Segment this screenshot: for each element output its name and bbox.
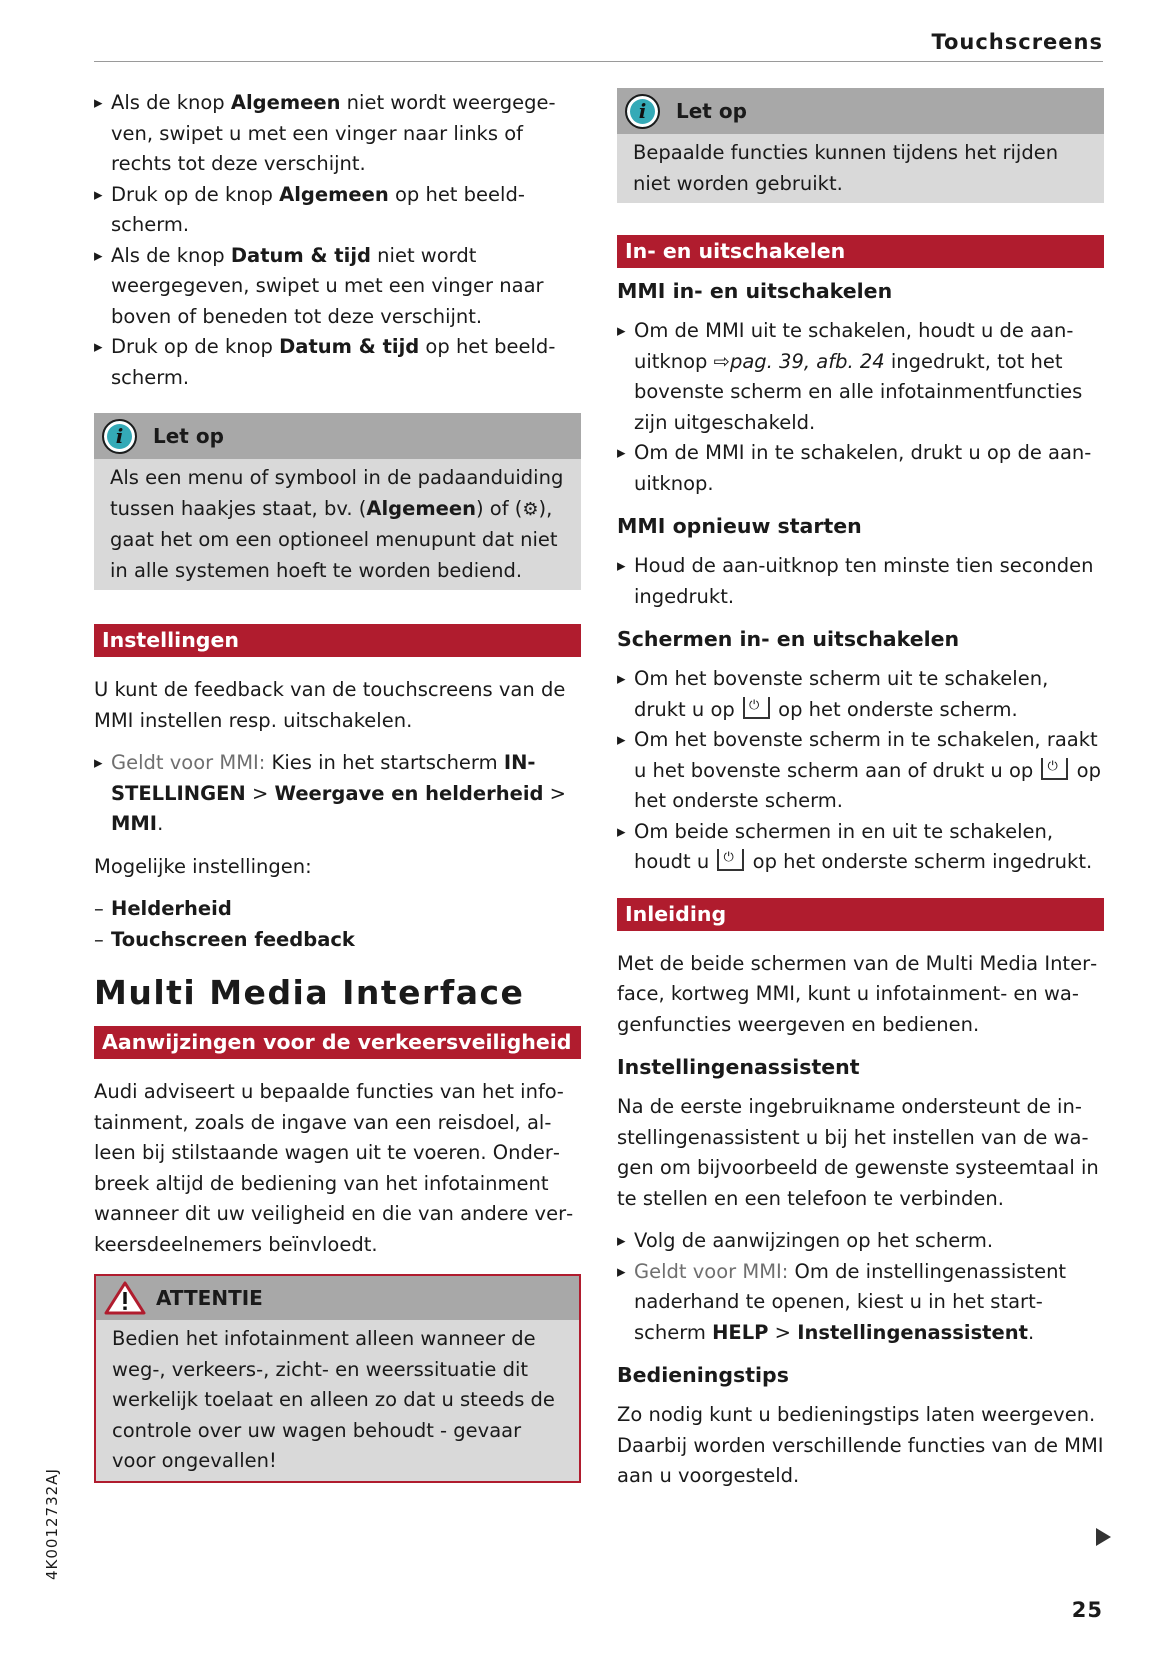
subheading: Instellingenassistent: [617, 1055, 860, 1079]
paragraph: U kunt de feedback van de touchscreens van de MMI instellen resp. uitschakelen.: [94, 678, 566, 732]
steps-list-restart: [617, 551, 1104, 612]
note-title: Let op: [676, 99, 747, 123]
list-item: ▸ Als de knop Datum & tijd niet wordt weergegeven, swipet u met een vinger naar boven of beneden tot deze verschijnt.: [94, 241, 581, 333]
note-header: [94, 413, 581, 459]
paragraph: Zo nodig kunt u bedieningstips laten weergeven. Daarbij worden verschillende functies van de MMI aan u voorgesteld.: [617, 1403, 1104, 1487]
warning-triangle-icon: [104, 1281, 146, 1315]
section-heading-safety: Aanwijzingen voor de verkeersveiligheid: [94, 1026, 581, 1059]
warning-box: [94, 1274, 581, 1483]
list-item: ▸ Druk op de knop Datum & tijd op het beeldscherm.: [94, 332, 581, 393]
left-column: [94, 88, 581, 1483]
subheading: MMI in- en uitschakelen: [617, 279, 893, 303]
cross-reference-link[interactable]: pag. 39, afb. 24: [729, 349, 885, 373]
warning-header: [96, 1276, 579, 1320]
list-item: ▸ Geldt voor MMI: Kies in het startscherm INSTELLINGEN > Weergave en helderheid > MMI.: [94, 748, 581, 840]
list-item: ▸ Om de MMI uit te schakelen, houdt u de aan-uitknop ⇨pag. 39, afb. 24 ingedrukt, tot het bovenste scherm en alle infotainmentfuncties zijn uitgeschakeld.: [617, 316, 1104, 438]
warning-title: ATTENTIE: [156, 1286, 263, 1310]
gear-icon: ⚙: [522, 498, 539, 520]
subheading: MMI opnieuw starten: [617, 514, 862, 538]
note-text: Bepaalde functies kunnen tijdens het rijden niet worden gebruikt.: [633, 141, 1059, 195]
subheading: Schermen in- en uitschakelen: [617, 627, 960, 651]
running-header: Touchscreens: [931, 30, 1103, 54]
list-item: ▸ Om het bovenste scherm in te schakelen, raakt u het bovenste scherm aan of drukt u op ⏻ op het onderste scherm.: [617, 725, 1104, 817]
steps-list-mmi-onoff: [617, 316, 1104, 499]
subheading: Bedieningstips: [617, 1363, 789, 1387]
note-text: Als een menu of symbool in de padaanduiding tussen haakjes staat, bv. (Algemeen) of (⚙), gaat het om een optioneel menupunt dat niet in alle systemen hoeft te worden bediend.: [110, 466, 564, 582]
right-column: [617, 88, 1104, 1504]
paragraph: Met de beide schermen van de Multi Media Interface, kortweg MMI, kunt u infotainment- en wagenfuncties weergeven en bedienen.: [617, 951, 1098, 1036]
continue-arrow-icon: [1096, 1528, 1111, 1546]
steps-list-date-time: [94, 88, 581, 393]
steps-list-assistant: [617, 1226, 1104, 1348]
section-heading-instellingen: Instellingen: [94, 624, 581, 657]
list-item: ▸ Houd de aan-uitknop ten minste tien seconden ingedrukt.: [617, 551, 1104, 612]
list-item: – Touchscreen feedback: [94, 925, 581, 956]
options-list: [94, 894, 581, 955]
info-icon: i: [625, 94, 660, 129]
document-code: 4K0012732AJ: [43, 1468, 61, 1580]
list-item: ▸ Druk op de knop Algemeen op het beeldscherm.: [94, 180, 581, 241]
screen-power-icon: [717, 849, 744, 871]
screen-power-icon: [743, 697, 770, 719]
list-item: ▸ Geldt voor MMI: Om de instellingenassistent naderhand te openen, kiest u in het startscherm HELP > Instellingenassistent.: [617, 1257, 1104, 1349]
note-header: [617, 88, 1104, 134]
note-box-menu-path: [94, 413, 581, 590]
paragraph: Na de eerste ingebruikname ondersteunt de instellingenassistent u bij het instellen van de wagen om bijvoorbeeld de gewenste systeemtaal in te stellen en een telefoon te verbinden.: [617, 1095, 1099, 1210]
list-item: – Helderheid: [94, 894, 581, 925]
section-heading-inleiding: Inleiding: [617, 898, 1104, 931]
steps-list-instellingen: [94, 748, 581, 840]
steps-list-screens: [617, 664, 1104, 878]
list-item: ▸ Volg de aanwijzingen op het scherm.: [617, 1226, 1104, 1257]
note-box-driving: [617, 88, 1104, 203]
cross-reference-arrow-icon: ⇨: [713, 349, 730, 373]
info-icon: i: [102, 419, 137, 454]
options-label: Mogelijke instellingen:: [94, 854, 312, 878]
header-rule: [94, 61, 1103, 62]
list-item: ▸ Om de MMI in te schakelen, drukt u op de aan-uitknop.: [617, 438, 1104, 499]
warning-text: Bedien het infotainment alleen wanneer de weg-, verkeers-, zicht- en weerssituatie dit werkelijk toelaat en alleen zo dat u steeds de controle over uw wagen behoudt - gevaar voor ongevallen!: [112, 1327, 555, 1472]
list-item: ▸ Om het bovenste scherm uit te schakelen, drukt u op ⏻ op het onderste scherm.: [617, 664, 1104, 725]
screen-power-icon: [1041, 758, 1068, 780]
paragraph: Audi adviseert u bepaalde functies van het infotainment, zoals de ingave van een reisdoel, alleen bij stilstaande wagen uit te voeren. Onderbreek altijd de bediening van het infotainment wanneer dit uw veiligheid en die van andere verkeersdeelnemers beïnvloedt.: [94, 1080, 574, 1256]
section-heading-in-uitschakelen: In- en uitschakelen: [617, 235, 1104, 268]
list-item: ▸ Als de knop Algemeen niet wordt weergegeven, swipet u met een vinger naar links of rechts tot deze verschijnt.: [94, 88, 581, 180]
list-item: ▸ Om beide schermen in en uit te schakelen, houdt u ⏻ op het onderste scherm ingedrukt.: [617, 817, 1104, 878]
note-title: Let op: [153, 424, 224, 448]
page-number: 25: [1071, 1598, 1103, 1622]
chapter-title: Multi Media Interface: [94, 973, 525, 1012]
